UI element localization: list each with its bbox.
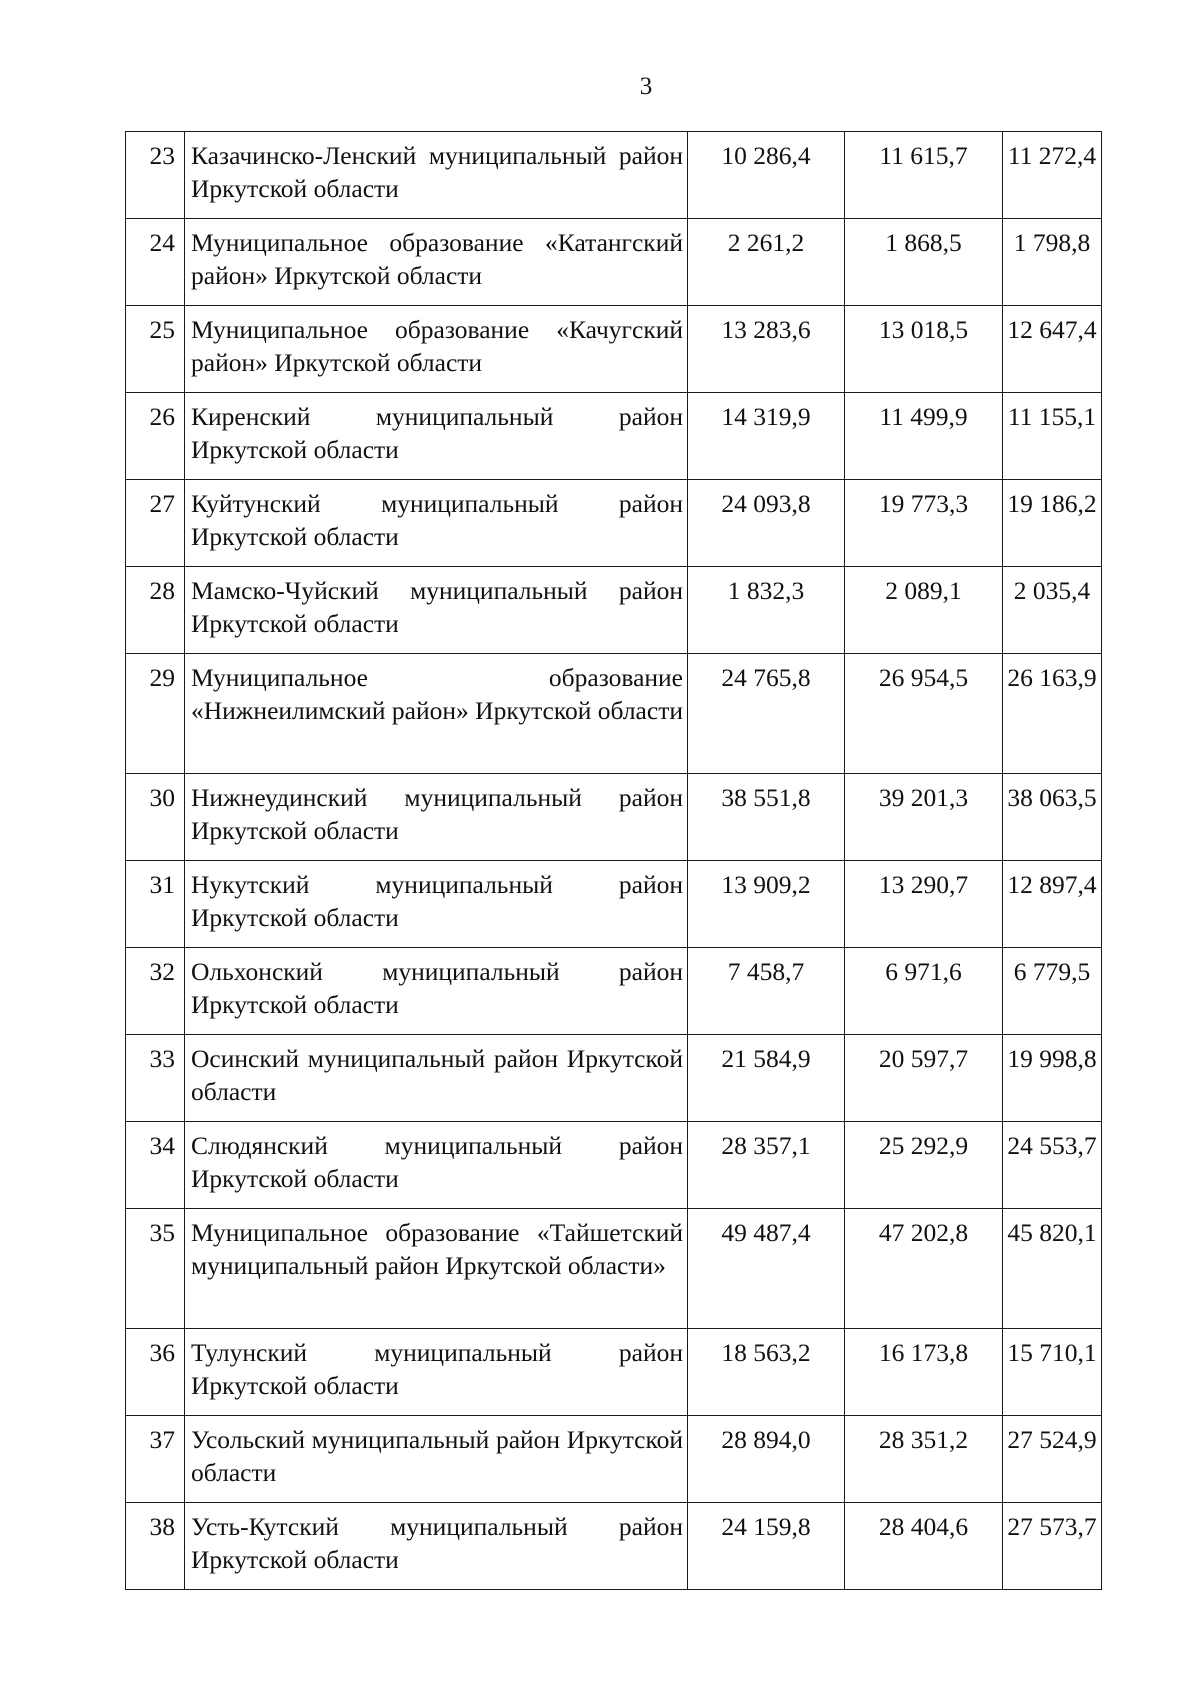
value-column-3: 2 035,4 bbox=[1003, 567, 1102, 654]
row-number: 26 bbox=[126, 393, 185, 480]
value-column-3: 19 186,2 bbox=[1003, 480, 1102, 567]
value-column-1: 18 563,2 bbox=[688, 1329, 845, 1416]
municipality-name: Усольский муниципальный район Иркутской области bbox=[185, 1416, 688, 1503]
value-column-3: 24 553,7 bbox=[1003, 1122, 1102, 1209]
budget-table bbox=[125, 131, 1102, 1590]
table-row bbox=[126, 861, 1102, 948]
value-column-3: 27 524,9 bbox=[1003, 1416, 1102, 1503]
municipality-name: Куйтунский муниципальный район Иркутской области bbox=[185, 480, 688, 567]
municipality-name: Нижнеудинский муниципальный район Иркутской области bbox=[185, 774, 688, 861]
table-body bbox=[126, 132, 1102, 1590]
value-column-3: 11 272,4 bbox=[1003, 132, 1102, 219]
value-column-3: 1 798,8 bbox=[1003, 219, 1102, 306]
value-column-3: 27 573,7 bbox=[1003, 1503, 1102, 1590]
municipality-name: Муниципальное образование «Нижнеилимский район» Иркутской области bbox=[185, 654, 688, 774]
value-column-2: 28 351,2 bbox=[845, 1416, 1003, 1503]
page-number: 3 bbox=[639, 73, 653, 100]
value-column-2: 2 089,1 bbox=[845, 567, 1003, 654]
table-row bbox=[126, 480, 1102, 567]
value-column-2: 20 597,7 bbox=[845, 1035, 1003, 1122]
value-column-2: 1 868,5 bbox=[845, 219, 1003, 306]
value-column-1: 2 261,2 bbox=[688, 219, 845, 306]
row-number: 24 bbox=[126, 219, 185, 306]
value-column-3: 12 647,4 bbox=[1003, 306, 1102, 393]
value-column-2: 6 971,6 bbox=[845, 948, 1003, 1035]
value-column-3: 15 710,1 bbox=[1003, 1329, 1102, 1416]
value-column-1: 28 357,1 bbox=[688, 1122, 845, 1209]
municipality-name: Нукутский муниципальный район Иркутской области bbox=[185, 861, 688, 948]
value-column-1: 7 458,7 bbox=[688, 948, 845, 1035]
value-column-3: 11 155,1 bbox=[1003, 393, 1102, 480]
value-column-1: 28 894,0 bbox=[688, 1416, 845, 1503]
value-column-3: 6 779,5 bbox=[1003, 948, 1102, 1035]
table-row bbox=[126, 306, 1102, 393]
value-column-2: 19 773,3 bbox=[845, 480, 1003, 567]
municipality-name: Осинский муниципальный район Иркутской области bbox=[185, 1035, 688, 1122]
table-row bbox=[126, 1122, 1102, 1209]
table-row bbox=[126, 219, 1102, 306]
municipality-name: Муниципальное образование «Катангский район» Иркутской области bbox=[185, 219, 688, 306]
row-number: 28 bbox=[126, 567, 185, 654]
row-number: 38 bbox=[126, 1503, 185, 1590]
municipality-name: Мамско-Чуйский муниципальный район Иркутской области bbox=[185, 567, 688, 654]
row-number: 31 bbox=[126, 861, 185, 948]
table-row bbox=[126, 1329, 1102, 1416]
municipality-name: Слюдянский муниципальный район Иркутской области bbox=[185, 1122, 688, 1209]
table-row bbox=[126, 1035, 1102, 1122]
value-column-1: 1 832,3 bbox=[688, 567, 845, 654]
table-row bbox=[126, 132, 1102, 219]
table-row bbox=[126, 1416, 1102, 1503]
value-column-3: 19 998,8 bbox=[1003, 1035, 1102, 1122]
row-number: 23 bbox=[126, 132, 185, 219]
value-column-1: 24 159,8 bbox=[688, 1503, 845, 1590]
value-column-2: 39 201,3 bbox=[845, 774, 1003, 861]
municipality-name: Ольхонский муниципальный район Иркутской области bbox=[185, 948, 688, 1035]
value-column-2: 26 954,5 bbox=[845, 654, 1003, 774]
value-column-2: 13 018,5 bbox=[845, 306, 1003, 393]
table-row bbox=[126, 948, 1102, 1035]
value-column-3: 45 820,1 bbox=[1003, 1209, 1102, 1329]
municipality-name: Киренский муниципальный район Иркутской области bbox=[185, 393, 688, 480]
row-number: 33 bbox=[126, 1035, 185, 1122]
municipality-name: Муниципальное образование «Тайшетский муниципальный район Иркутской области» bbox=[185, 1209, 688, 1329]
row-number: 32 bbox=[126, 948, 185, 1035]
value-column-2: 11 615,7 bbox=[845, 132, 1003, 219]
table-row bbox=[126, 393, 1102, 480]
municipality-name: Усть-Кутский муниципальный район Иркутской области bbox=[185, 1503, 688, 1590]
value-column-2: 13 290,7 bbox=[845, 861, 1003, 948]
value-column-1: 21 584,9 bbox=[688, 1035, 845, 1122]
value-column-3: 38 063,5 bbox=[1003, 774, 1102, 861]
municipality-name: Муниципальное образование «Качугский район» Иркутской области bbox=[185, 306, 688, 393]
value-column-2: 16 173,8 bbox=[845, 1329, 1003, 1416]
value-column-1: 38 551,8 bbox=[688, 774, 845, 861]
row-number: 36 bbox=[126, 1329, 185, 1416]
row-number: 30 bbox=[126, 774, 185, 861]
row-number: 35 bbox=[126, 1209, 185, 1329]
table-row bbox=[126, 654, 1102, 774]
row-number: 25 bbox=[126, 306, 185, 393]
table-row bbox=[126, 774, 1102, 861]
row-number: 29 bbox=[126, 654, 185, 774]
value-column-3: 26 163,9 bbox=[1003, 654, 1102, 774]
value-column-1: 24 765,8 bbox=[688, 654, 845, 774]
value-column-2: 28 404,6 bbox=[845, 1503, 1003, 1590]
municipality-name: Казачинско-Ленский муниципальный район Иркутской области bbox=[185, 132, 688, 219]
value-column-2: 47 202,8 bbox=[845, 1209, 1003, 1329]
value-column-1: 14 319,9 bbox=[688, 393, 845, 480]
value-column-1: 10 286,4 bbox=[688, 132, 845, 219]
row-number: 37 bbox=[126, 1416, 185, 1503]
value-column-1: 49 487,4 bbox=[688, 1209, 845, 1329]
value-column-2: 25 292,9 bbox=[845, 1122, 1003, 1209]
value-column-2: 11 499,9 bbox=[845, 393, 1003, 480]
municipality-name: Тулунский муниципальный район Иркутской области bbox=[185, 1329, 688, 1416]
value-column-1: 24 093,8 bbox=[688, 480, 845, 567]
value-column-3: 12 897,4 bbox=[1003, 861, 1102, 948]
table-row bbox=[126, 1503, 1102, 1590]
row-number: 34 bbox=[126, 1122, 185, 1209]
table-row bbox=[126, 567, 1102, 654]
table-row bbox=[126, 1209, 1102, 1329]
row-number: 27 bbox=[126, 480, 185, 567]
value-column-1: 13 909,2 bbox=[688, 861, 845, 948]
value-column-1: 13 283,6 bbox=[688, 306, 845, 393]
